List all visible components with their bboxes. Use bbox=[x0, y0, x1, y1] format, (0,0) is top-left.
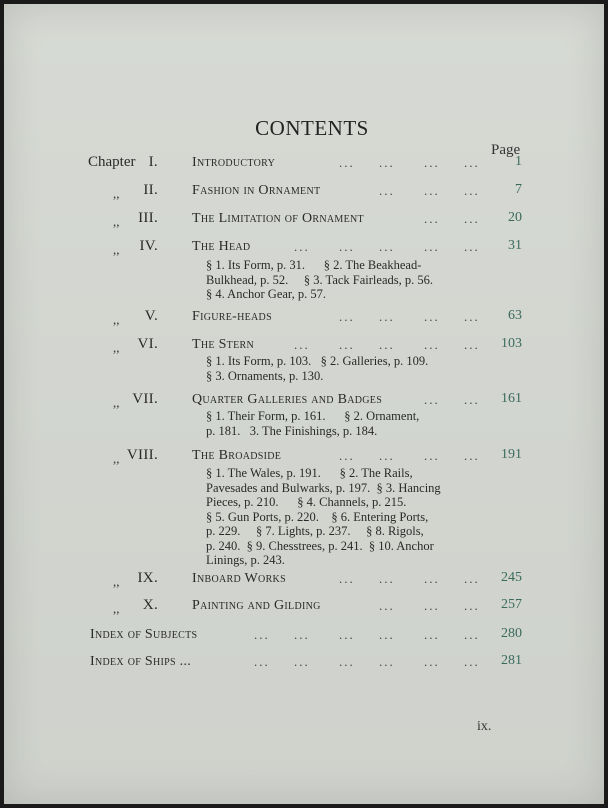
chapter-number: VII. bbox=[132, 391, 158, 407]
leader-dots: ... bbox=[464, 627, 480, 642]
chapter-subsections bbox=[206, 409, 491, 438]
folio-number: ix. bbox=[477, 719, 492, 734]
page-number: 257 bbox=[501, 597, 522, 612]
leader-dots: ... bbox=[424, 337, 440, 352]
chapter-title: Painting and Gilding bbox=[192, 598, 321, 613]
leader-dots: ... bbox=[424, 627, 440, 642]
chapter-number: III. bbox=[138, 210, 158, 226]
chapter-number: IX. bbox=[137, 570, 158, 586]
leader-dots: ... bbox=[424, 155, 440, 170]
leader-dots: ... bbox=[424, 654, 440, 669]
leader-dots: ... bbox=[424, 309, 440, 324]
subsection-line: § 1. Its Form, p. 103. § 2. Galleries, p. 109. bbox=[206, 354, 429, 368]
page-number: 280 bbox=[501, 626, 522, 641]
chapter-title: The Broadside bbox=[192, 448, 282, 463]
ditto-mark: ,, bbox=[113, 312, 120, 327]
subsection-line: § 3. Ornaments, p. 130. bbox=[206, 368, 324, 383]
toc-entry-9[interactable] bbox=[4, 570, 604, 590]
ditto-mark: ,, bbox=[113, 214, 120, 229]
leader-dots: ... bbox=[464, 337, 480, 352]
page-number: 245 bbox=[501, 570, 522, 585]
leader-dots: ... bbox=[424, 392, 440, 407]
leader-dots: ... bbox=[379, 309, 395, 324]
subsection-line: § 5. Gun Ports, p. 220. § 6. Entering Ports, bbox=[206, 509, 429, 524]
toc-entry-5[interactable] bbox=[4, 308, 604, 328]
ditto-mark: ,, bbox=[113, 242, 120, 257]
ditto-mark: ,, bbox=[113, 574, 120, 589]
chapter-title: Quarter Galleries and Badges bbox=[192, 392, 383, 407]
leader-dots: ... bbox=[464, 309, 480, 324]
chapter-number: VI. bbox=[137, 336, 158, 352]
leader-dots: ... bbox=[339, 448, 355, 463]
leader-dots: ... bbox=[339, 571, 355, 586]
toc-entry-3[interactable] bbox=[4, 210, 604, 230]
subsection-line: p. 229. § 7. Lights, p. 237. § 8. Rigols, bbox=[206, 524, 424, 538]
leader-dots: ... bbox=[464, 183, 480, 198]
toc-entry-10[interactable] bbox=[4, 597, 604, 617]
ditto-mark: ,, bbox=[113, 395, 120, 410]
chapter-number: VIII. bbox=[126, 447, 158, 463]
subsection-line: § 1. The Wales, p. 191. § 2. The Rails, bbox=[206, 466, 413, 480]
ditto-mark: ,, bbox=[113, 601, 120, 616]
subsection-line: p. 240. § 9. Chesstrees, p. 241. § 10. Anchor bbox=[206, 538, 434, 553]
leader-dots: ... bbox=[339, 337, 355, 352]
leader-dots: ... bbox=[379, 571, 395, 586]
leader-dots: ... bbox=[379, 598, 395, 613]
leader-dots: ... bbox=[424, 448, 440, 463]
leader-dots: ... bbox=[464, 392, 480, 407]
chapter-title: The Limitation of Ornament bbox=[192, 211, 364, 226]
toc-entry-4[interactable] bbox=[4, 238, 604, 258]
index-title: Index of Ships ... bbox=[90, 654, 192, 669]
leader-dots: ... bbox=[464, 598, 480, 613]
page-number: 103 bbox=[501, 336, 522, 351]
leader-dots: ... bbox=[294, 627, 310, 642]
subsection-line: p. 181. 3. The Finishings, p. 184. bbox=[206, 423, 378, 438]
leader-dots: ... bbox=[464, 654, 480, 669]
toc-entry-6[interactable] bbox=[4, 336, 604, 356]
leader-dots: ... bbox=[339, 627, 355, 642]
subsection-line: Linings, p. 243. bbox=[206, 553, 285, 567]
toc-entry-index-subjects[interactable] bbox=[4, 626, 604, 646]
ditto-mark: ,, bbox=[113, 186, 120, 201]
toc-entry-8[interactable] bbox=[4, 447, 604, 467]
ditto-mark: ,, bbox=[113, 340, 120, 355]
leader-dots: ... bbox=[424, 239, 440, 254]
index-title: Index of Subjects bbox=[90, 627, 198, 642]
leader-dots: ... bbox=[464, 571, 480, 586]
leader-dots: ... bbox=[424, 183, 440, 198]
subsection-line: § 1. Their Form, p. 161. § 2. Ornament, bbox=[206, 409, 420, 423]
toc-entry-2[interactable] bbox=[4, 182, 604, 202]
toc-entry-7[interactable] bbox=[4, 391, 604, 411]
page-number: 7 bbox=[515, 182, 522, 197]
leader-dots: ... bbox=[339, 654, 355, 669]
leader-dots: ... bbox=[294, 239, 310, 254]
leader-dots: ... bbox=[379, 627, 395, 642]
chapter-label: Chapter bbox=[88, 154, 136, 170]
leader-dots: ... bbox=[424, 598, 440, 613]
leader-dots: ... bbox=[254, 654, 270, 669]
chapter-number: IV. bbox=[139, 238, 158, 254]
leader-dots: ... bbox=[379, 155, 395, 170]
chapter-subsections bbox=[206, 258, 491, 302]
chapter-number: II. bbox=[143, 182, 158, 198]
toc-entry-1[interactable] bbox=[4, 154, 604, 174]
leader-dots: ... bbox=[379, 654, 395, 669]
leader-dots: ... bbox=[254, 627, 270, 642]
page-number: 281 bbox=[501, 653, 522, 668]
leader-dots: ... bbox=[339, 239, 355, 254]
leader-dots: ... bbox=[424, 211, 440, 226]
page-title: CONTENTS bbox=[255, 116, 369, 140]
subsection-line: Bulkhead, p. 52. § 3. Tack Fairleads, p. 56. bbox=[206, 272, 433, 287]
leader-dots: ... bbox=[294, 654, 310, 669]
page-number: 191 bbox=[501, 447, 522, 462]
chapter-title: The Stern bbox=[192, 337, 254, 352]
chapter-title: Inboard Works bbox=[192, 571, 286, 586]
leader-dots: ... bbox=[464, 239, 480, 254]
leader-dots: ... bbox=[464, 448, 480, 463]
page-number: 161 bbox=[501, 391, 522, 406]
page-number: 63 bbox=[508, 308, 522, 323]
subsection-line: Pieces, p. 210. § 4. Channels, p. 215. bbox=[206, 495, 407, 509]
subsection-line: § 4. Anchor Gear, p. 57. bbox=[206, 287, 326, 301]
leader-dots: ... bbox=[294, 337, 310, 352]
leader-dots: ... bbox=[464, 155, 480, 170]
leader-dots: ... bbox=[339, 309, 355, 324]
chapter-number: X. bbox=[142, 597, 158, 613]
chapter-title: Introductory bbox=[192, 155, 276, 170]
leader-dots: ... bbox=[464, 211, 480, 226]
chapter-subsections bbox=[206, 466, 491, 568]
chapter-title: Figure-heads bbox=[192, 309, 272, 324]
subsection-line: § 1. Its Form, p. 31. § 2. The Beakhead- bbox=[206, 258, 422, 272]
page-number: 1 bbox=[515, 154, 522, 169]
leader-dots: ... bbox=[379, 183, 395, 198]
toc-entry-index-ships[interactable] bbox=[4, 653, 604, 673]
leader-dots: ... bbox=[339, 155, 355, 170]
page-column-header: Page bbox=[491, 142, 521, 158]
subsection-line: Pavesades and Bulwarks, p. 197. § 3. Hancing bbox=[206, 480, 441, 495]
chapter-number: I. bbox=[148, 154, 158, 170]
chapter-subsections bbox=[206, 354, 491, 383]
page-number: 31 bbox=[508, 238, 522, 253]
page-number: 20 bbox=[508, 210, 522, 225]
chapter-title: The Head bbox=[192, 239, 251, 254]
chapter-title: Fashion in Ornament bbox=[192, 183, 321, 198]
leader-dots: ... bbox=[379, 448, 395, 463]
leader-dots: ... bbox=[424, 571, 440, 586]
chapter-number: V. bbox=[144, 308, 158, 324]
ditto-mark: ,, bbox=[113, 451, 120, 466]
leader-dots: ... bbox=[379, 239, 395, 254]
book-page bbox=[4, 4, 604, 804]
leader-dots: ... bbox=[379, 337, 395, 352]
